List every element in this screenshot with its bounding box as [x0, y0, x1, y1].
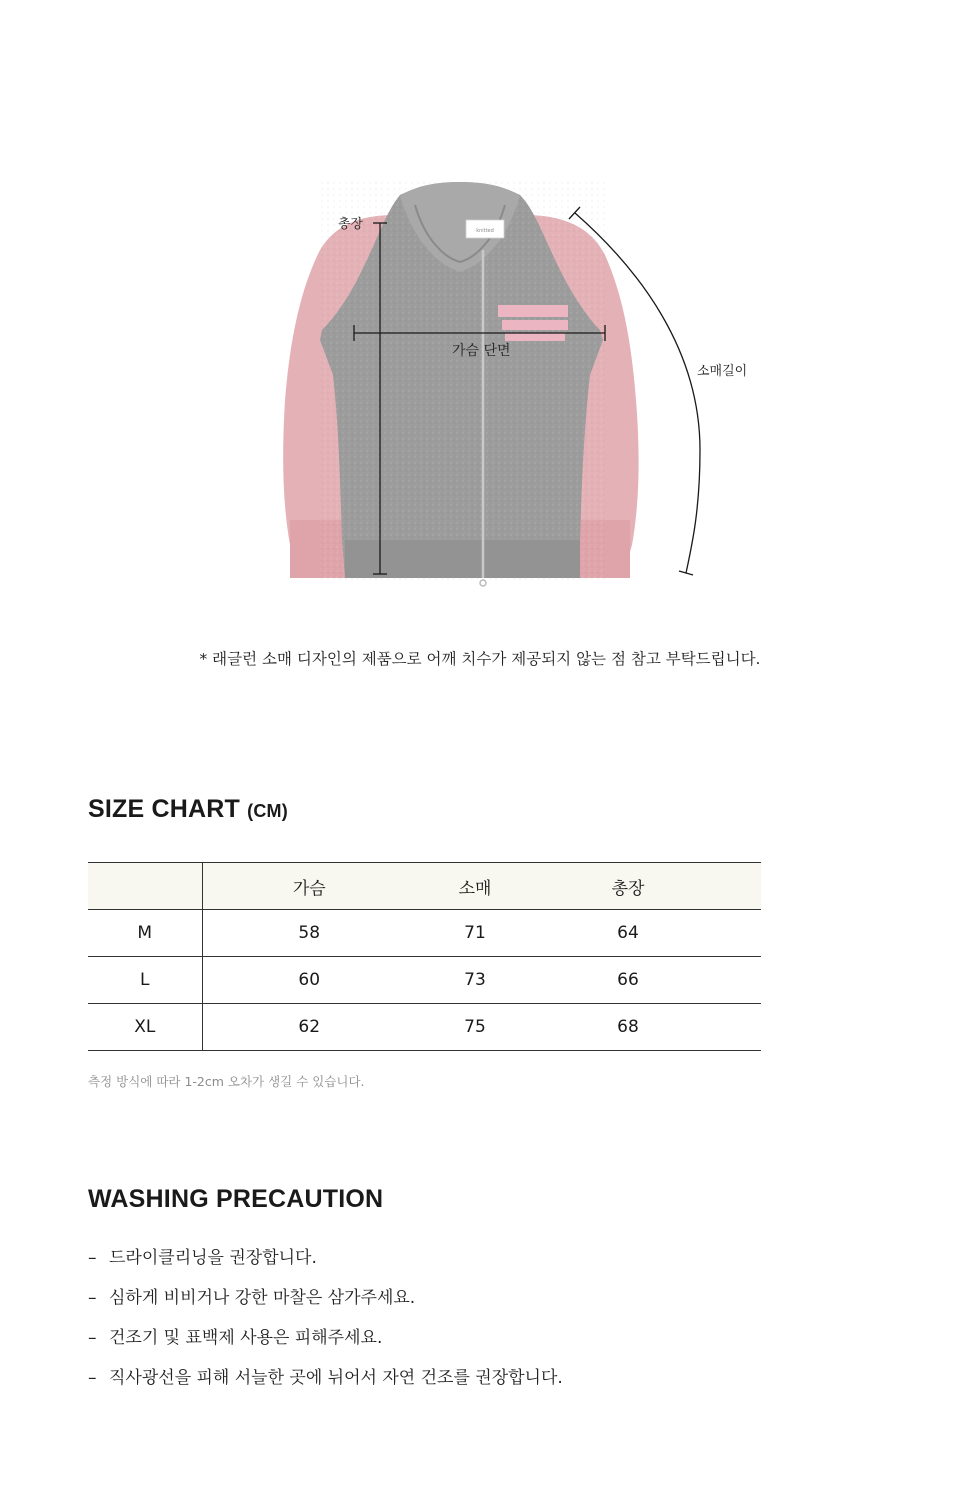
chest-width-label: 가슴 단면 — [452, 343, 511, 359]
washing-item-text: 직사광선을 피해 서늘한 곳에 뉘어서 자연 건조를 권장합니다. — [109, 1368, 563, 1388]
measurement-caution: 측정 방식에 따라 1-2cm 오차가 생길 수 있습니다. — [88, 1074, 365, 1089]
svg-text:knitted: knitted — [476, 228, 494, 234]
list-item — [88, 1285, 563, 1325]
spacer-cell — [722, 957, 761, 1004]
size-diagram — [0, 170, 960, 590]
list-item — [88, 1245, 563, 1285]
size-chart-table — [88, 862, 761, 1051]
sleeve-cell: 73 — [416, 957, 534, 1004]
header-cell-chest: 가슴 — [202, 863, 416, 910]
size-cell: M — [88, 910, 202, 957]
table-header-row — [88, 863, 761, 910]
sleeve-length-label: 소매길이 — [697, 364, 748, 379]
list-item — [88, 1325, 563, 1365]
header-cell-size — [88, 863, 202, 910]
header-cell-spacer — [722, 863, 761, 910]
washing-list — [88, 1245, 563, 1405]
bullet-dash: – — [88, 1248, 97, 1268]
size-chart-unit: (CM) — [247, 801, 288, 821]
table-row — [88, 957, 761, 1004]
length-cell: 68 — [534, 1004, 722, 1051]
size-cell: L — [88, 957, 202, 1004]
list-item — [88, 1365, 563, 1405]
length-cell: 64 — [534, 910, 722, 957]
washing-item-text: 드라이클리닝을 권장합니다. — [109, 1248, 317, 1268]
size-chart-title-text: SIZE CHART — [88, 795, 240, 823]
header-cell-sleeve: 소매 — [416, 863, 534, 910]
chest-cell: 60 — [202, 957, 416, 1004]
bullet-dash: – — [88, 1288, 97, 1308]
raglan-note: * 래글런 소매 디자인의 제품으로 어깨 치수가 제공되지 않는 점 참고 부탁드립니다. — [199, 650, 761, 668]
table-row — [88, 1004, 761, 1051]
header-cell-length: 총장 — [534, 863, 722, 910]
washing-title: WASHING PRECAUTION — [88, 1185, 384, 1213]
bullet-dash: – — [88, 1368, 97, 1388]
spacer-cell — [722, 1004, 761, 1051]
chest-cell: 58 — [202, 910, 416, 957]
bullet-dash: – — [88, 1328, 97, 1348]
table-row — [88, 910, 761, 957]
total-length-label: 총장 — [338, 217, 364, 232]
spacer-cell — [722, 910, 761, 957]
washing-item-text: 심하게 비비거나 강한 마찰은 삼가주세요. — [109, 1288, 416, 1308]
sleeve-cell: 71 — [416, 910, 534, 957]
size-cell: XL — [88, 1004, 202, 1051]
garment-illustration — [0, 170, 960, 590]
length-cell: 66 — [534, 957, 722, 1004]
size-chart-title — [88, 795, 288, 824]
sleeve-cell: 75 — [416, 1004, 534, 1051]
chest-print — [498, 305, 568, 341]
chest-cell: 62 — [202, 1004, 416, 1051]
washing-item-text: 건조기 및 표백제 사용은 피해주세요. — [109, 1328, 383, 1348]
